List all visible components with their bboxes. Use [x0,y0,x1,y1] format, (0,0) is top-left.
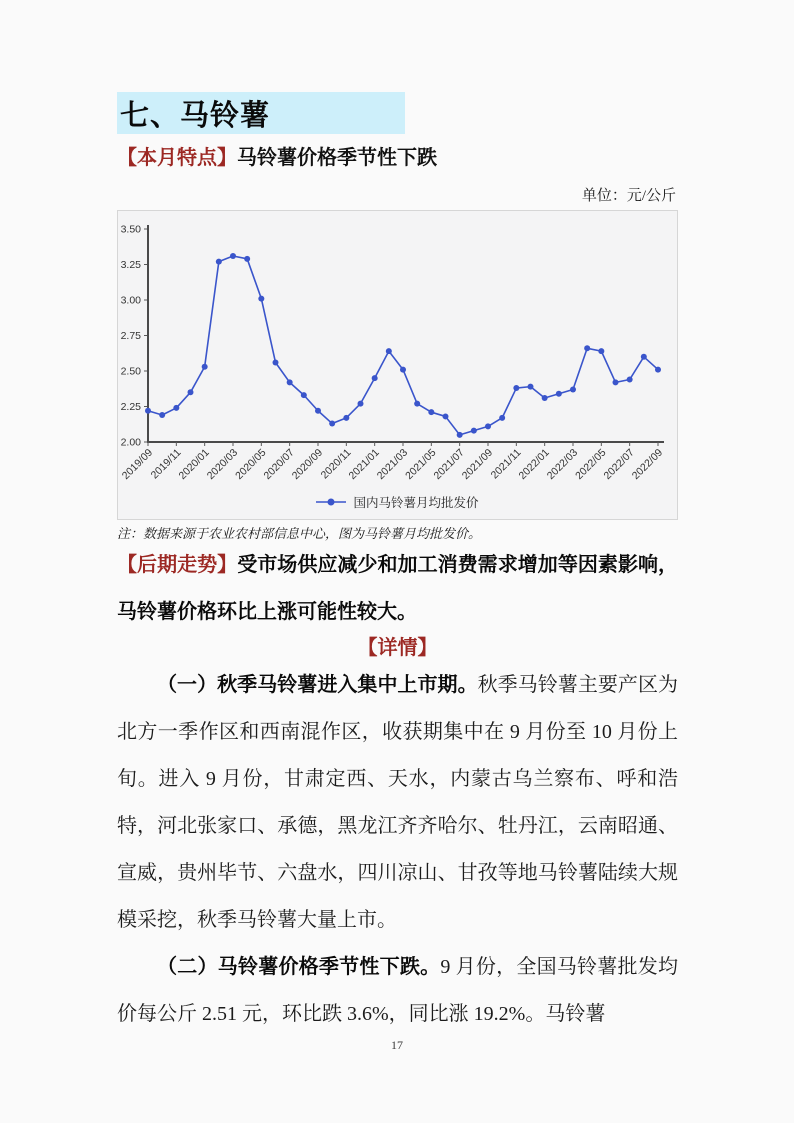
svg-text:2019/11: 2019/11 [148,446,184,482]
legend-label: 国内马铃薯月均批发价 [353,496,479,510]
svg-text:2.25: 2.25 [120,401,141,413]
svg-text:3.50: 3.50 [120,223,141,236]
svg-text:3.25: 3.25 [120,259,141,271]
paragraph-1-lead: （一）秋季马铃薯进入集中上市期。 [157,674,478,696]
svg-text:2020/09: 2020/09 [289,446,326,482]
outlook-paragraph [117,542,678,636]
svg-text:2.00: 2.00 [120,436,141,449]
svg-text:2019/09: 2019/09 [119,446,156,482]
svg-text:2.75: 2.75 [120,330,141,342]
svg-text:2021/11: 2021/11 [488,446,524,482]
outlook-label: 【后期走势】 [117,554,238,576]
svg-text:2022/05: 2022/05 [573,446,609,482]
paragraph-2-lead: （二）马铃薯价格季节性下跌。 [157,956,441,978]
detail-paragraph-2 [117,944,678,1038]
svg-text:2021/07: 2021/07 [431,446,467,482]
svg-text:2022/09: 2022/09 [629,446,666,482]
svg-text:2021/01: 2021/01 [346,446,382,482]
line-chart-canvas [118,213,677,490]
paragraph-1-body: 秋季马铃薯主要产区为北方一季作区和西南混作区，收获期集中在 9 月份至 10 月份上旬。进入 9 月份，甘肃定西、天水，内蒙古乌兰察布、呼和浩特，河北张家口、承德，黑龙江齐齐哈尔、牡丹江，云南昭通、宣威，贵州毕节、六盘水，四川凉山、甘孜等地马铃薯陆续大规模采挖，秋季马铃薯大量上市。 [117,674,679,931]
svg-text:2021/05: 2021/05 [403,446,439,482]
svg-text:2020/05: 2020/05 [233,446,269,482]
svg-text:2022/03: 2022/03 [544,446,581,482]
monthly-feature-line [117,141,678,170]
svg-text:2.50: 2.50 [120,365,141,378]
svg-text:2020/07: 2020/07 [261,446,297,482]
svg-text:2021/09: 2021/09 [459,446,496,482]
svg-text:3.00: 3.00 [120,294,141,307]
svg-text:2020/11: 2020/11 [318,446,354,482]
svg-text:2020/03: 2020/03 [204,446,241,482]
svg-text:2022/07: 2022/07 [601,446,637,482]
price-chart [117,210,678,520]
feature-label: 【本月特点】 [117,147,237,169]
outlook-text: 受市场供应减少和加工消费需求增加等因素影响，马铃薯价格环比上涨可能性较大。 [117,554,679,623]
svg-text:2020/01: 2020/01 [176,446,212,482]
svg-text:2022/01: 2022/01 [516,446,552,482]
svg-text:2021/03: 2021/03 [374,446,411,482]
section-title-highlight [117,92,405,134]
page-number: 17 [391,1038,403,1052]
section-title: 七、马铃薯 [120,99,271,132]
detail-paragraph-1 [117,662,678,944]
legend-line-dot-icon [316,497,346,507]
feature-text: 马铃薯价格季节性下跌 [237,147,437,169]
chart-legend [316,490,478,514]
paragraph-2-body: 9 月份，全国马铃薯批发均价每公斤 2.51 元，环比跌 3.6%，同比涨 19.2%。马铃薯 [117,956,679,1025]
details-heading: 【详情】 [357,637,438,659]
chart-unit-label: 单位：元/公斤 [581,188,676,204]
chart-source-note: 注：数据来源于农业农村部信息中心，图为马铃薯月均批发价。 [117,526,482,541]
